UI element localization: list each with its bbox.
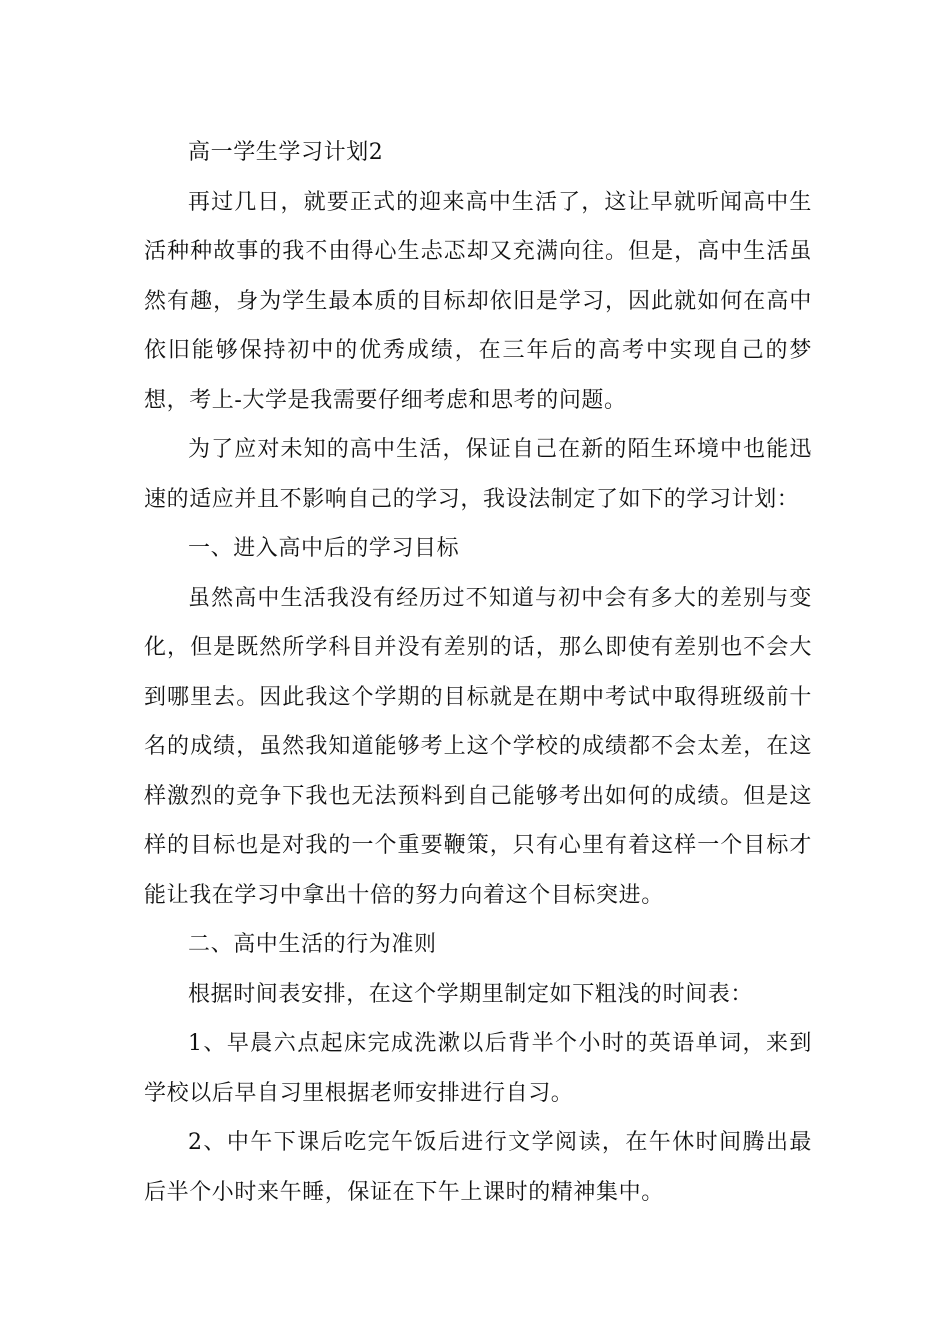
section-heading-rules: 二、高中生活的行为准则 (188, 932, 437, 957)
paragraph-goals: 虽然高中生活我没有经历过不知道与初中会有多大的差别与变化，但是既然所学科目并没有差别的话，那么即使有差别也不会大到哪里去。因此我这个学期的目标就是在期中考试中取得班级前十名的成绩，虽然我知道能够考上这个学校的成绩都不会太差，在这样激烈的竞争下我也无法预料到自己能够考出如何的成绩。但是这样的目标也是对我的一个重要鞭策，只有心里有着这样一个目标才能让我在学习中拿出十倍的努力向着这个目标突进。 (144, 585, 812, 908)
section-heading-goals: 一、进入高中后的学习目标 (188, 536, 460, 561)
list-item-noon: 2、中午下课后吃完午饭后进行文学阅读，在午休时间腾出最后半个小时来午睡，保证在下午上课时的精神集中。 (144, 1130, 812, 1205)
document-heading: 高一学生学习计划2 (188, 140, 384, 165)
paragraph-plan-purpose: 为了应对未知的高中生活，保证自己在新的陌生环境中也能迅速的适应并且不影响自己的学习，我设法制定了如下的学习计划： (144, 437, 812, 512)
list-item-morning: 1、早晨六点起床完成洗漱以后背半个小时的英语单词，来到学校以后早自习里根据老师安排进行自习。 (144, 1031, 812, 1106)
paragraph-intro: 再过几日，就要正式的迎来高中生活了，这让早就听闻高中生活种种故事的我不由得心生忐忑却又充满向往。但是，高中生活虽然有趣，身为学生最本质的目标却依旧是学习，因此就如何在高中依旧能够保持初中的优秀成绩，在三年后的高考中实现自己的梦想，考上-大学是我需要仔细考虑和思考的问题。 (144, 189, 812, 413)
document-body (144, 128, 812, 1217)
paragraph-schedule-intro: 根据时间表安排，在这个学期里制定如下粗浅的时间表： (188, 981, 754, 1007)
